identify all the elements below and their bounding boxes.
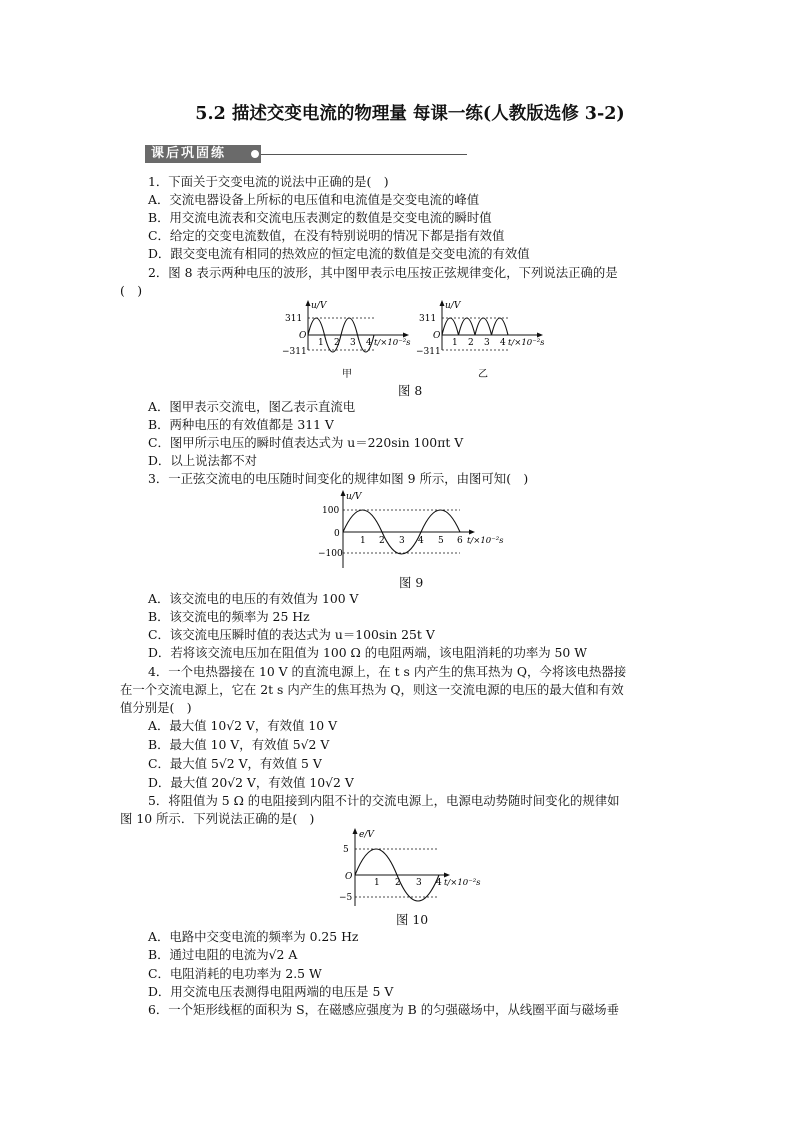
q5-option-a: A．电路中交变电流的频率为 0.25 Hz	[148, 929, 359, 944]
q1-option-c: C．给定的交变电流数值，在没有特别说明的情况下都是指有效值	[148, 228, 505, 243]
q2-stem: 2．图 8 表示两种电压的波形，其中图甲表示电压按正弦规律变化，下列说法正确的是	[148, 265, 618, 280]
bullet-dot-icon	[249, 148, 261, 160]
fig8-label-yi: 乙	[478, 369, 488, 380]
fig10-ymin: −5	[339, 893, 353, 903]
fig10-tick-4: 4	[436, 878, 442, 888]
fig8-jia-tick-2: 2	[334, 338, 340, 348]
q4-stem-line2: 在一个交流电源上，它在 2t s 内产生的焦耳热为 Q，则这一交流电源的电压的最大值和有效	[120, 682, 624, 697]
fig8-yi-xlabel: t/×10⁻²s	[508, 338, 544, 348]
figure-8-jia	[282, 300, 411, 380]
fig8-jia-ymin: −311	[282, 347, 307, 357]
figure-8	[282, 298, 544, 382]
q3-option-a: A．该交流电的电压的有效值为 100 V	[148, 591, 359, 606]
fig9-tick-4: 4	[418, 536, 424, 546]
q3-option-d: D．若将该交流电压加在阻值为 100 Ω 的电阻两端，该电阻消耗的功率为 50 W	[148, 645, 587, 660]
fig10-tick-2: 2	[395, 878, 401, 888]
q1-option-b: B．用交流电流表和交流电压表测定的数值是交变电流的瞬时值	[148, 210, 492, 225]
fig10-ymax: 5	[343, 845, 349, 855]
fig8-yi-tick-3: 3	[484, 338, 490, 348]
fig8-jia-tick-4: 4	[366, 338, 372, 348]
q3-option-c: C．该交流电压瞬时值的表达式为 u＝100sin 25t V	[148, 627, 435, 642]
q4-stem-line3: 值分别是( )	[120, 700, 192, 715]
fig9-tick-2: 2	[379, 536, 385, 546]
section-label: 课后巩固练	[145, 145, 261, 163]
fig9-ymin: −100	[318, 549, 343, 559]
q3-stem: 3．一正弦交流电的电压随时间变化的规律如图 9 所示，由图可知( )	[148, 471, 529, 486]
fig8-jia-xlabel: t/×10⁻²s	[374, 338, 411, 348]
fig8-yi-tick-1: 1	[452, 338, 458, 348]
q1-option-d: D．跟交变电流有相同的热效应的恒定电流的数值是交变电流的有效值	[148, 246, 530, 261]
fig9-xlabel: t/×10⁻²s	[467, 536, 504, 546]
fig8-yi-tick-2: 2	[468, 338, 474, 348]
q5-stem-line1: 5．将阻值为 5 Ω 的电阻接到内阻不计的交流电源上，电源电动势随时间变化的规律如	[148, 793, 620, 808]
section-header	[145, 143, 467, 165]
fig8-label-jia: 甲	[342, 369, 352, 380]
fig8-yi-tick-4: 4	[500, 338, 506, 348]
fig9-origin: 0	[334, 529, 340, 539]
figure-10	[335, 826, 495, 910]
q4-stem-line1: 4．一个电热器接在 10 V 的直流电源上，在 t s 内产生的焦耳热为 Q，今将该电热器接	[148, 664, 627, 679]
section-divider	[261, 154, 467, 155]
q4-option-a: A．最大值 10√2 V，有效值 10 V	[148, 718, 338, 733]
fig8-yi-ymax: 311	[419, 314, 437, 324]
fig9-ymax: 100	[322, 506, 340, 516]
fig9-tick-1: 1	[360, 536, 366, 546]
fig9-ylabel: u/V	[346, 492, 362, 502]
q2-option-d: D．以上说法都不对	[148, 453, 258, 468]
figure-9-caption: 图 9	[399, 575, 424, 590]
q2-option-c: C．图甲所示电压的瞬时值表达式为 u＝220sin 100πt V	[148, 435, 464, 450]
figure-10-caption: 图 10	[396, 912, 429, 927]
figure-9	[310, 488, 520, 574]
q6-stem-line1: 6．一个矩形线框的面积为 S，在磁感应强度为 B 的匀强磁场中，从线圈平面与磁场垂	[148, 1002, 619, 1017]
fig10-tick-1: 1	[374, 878, 380, 888]
q2-option-b: B．两种电压的有效值都是 311 V	[148, 417, 334, 432]
fig9-tick-5: 5	[438, 536, 444, 546]
figure-8-caption: 图 8	[398, 383, 423, 398]
q4-option-d: D．最大值 20√2 V，有效值 10√2 V	[148, 775, 354, 790]
q5-stem-line2: 图 10 所示．下列说法正确的是( )	[120, 811, 315, 826]
fig8-yi-ymin: −311	[416, 347, 441, 357]
fig10-ylabel: e/V	[359, 830, 374, 840]
q4-option-b: B．最大值 10 V，有效值 5√2 V	[148, 737, 330, 752]
page-title: 5.2 描述交变电流的物理量 每课一练(人教版选修 3-2)	[195, 104, 625, 124]
fig10-xlabel: t/×10⁻²s	[444, 878, 481, 888]
q3-option-b: B．该交流电的频率为 25 Hz	[148, 609, 310, 624]
fig8-jia-tick-1: 1	[318, 338, 324, 348]
fig8-yi-ylabel: u/V	[445, 301, 461, 311]
fig10-origin: O	[345, 872, 353, 882]
figure-8-yi	[416, 300, 544, 380]
q5-option-d: D．用交流电压表测得电阻两端的电压是 5 V	[148, 984, 394, 999]
fig8-jia-tick-3: 3	[350, 338, 356, 348]
q1-stem: 1．下面关于交变电流的说法中正确的是( )	[148, 174, 389, 189]
q5-option-c: C．电阻消耗的电功率为 2.5 W	[148, 966, 322, 981]
q1-option-a: A．交流电器设备上所标的电压值和电流值是交变电流的峰值	[148, 192, 480, 207]
q2-option-a: A．图甲表示交流电，图乙表示直流电	[148, 399, 356, 414]
fig10-tick-3: 3	[416, 878, 422, 888]
fig9-tick-6: 6	[457, 536, 463, 546]
q2-stem-bracket: ( )	[120, 283, 143, 298]
fig8-yi-origin: O	[433, 331, 441, 341]
fig8-jia-ymax: 311	[285, 314, 303, 324]
fig8-jia-origin: O	[299, 331, 307, 341]
q4-option-c: C．最大值 5√2 V，有效值 5 V	[148, 756, 322, 771]
fig8-jia-ylabel: u/V	[311, 301, 327, 311]
q5-option-b: B．通过电阻的电流为√2 A	[148, 947, 298, 962]
fig9-tick-3: 3	[399, 536, 405, 546]
